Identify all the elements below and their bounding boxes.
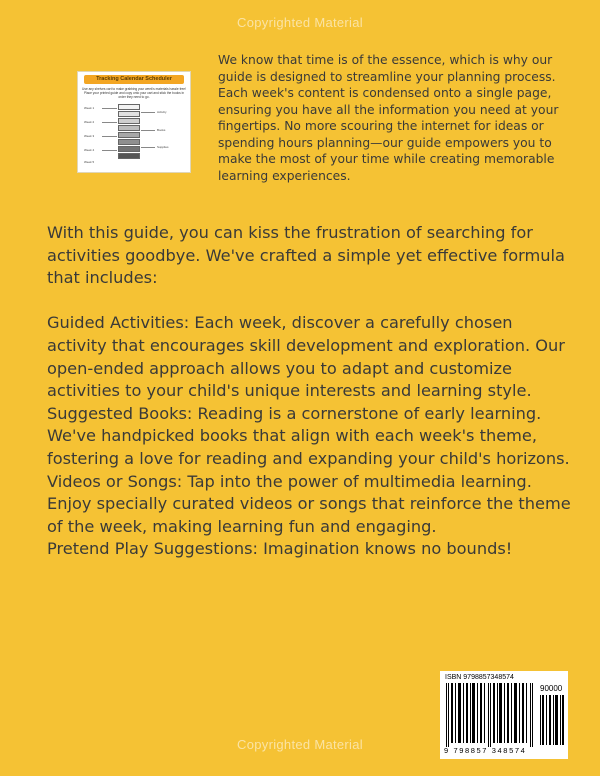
intro-paragraph: We know that time is of the essence, which is why our guide is designed to streamline your planning process. Each week's content is condensed onto a single page, ensuring you have all the information you need at your fingertips. No more scouring the internet for ideas or spending hours planning—our guide empowers you to make the most of your time while creating memorable learning experiences. xyxy=(218,53,559,183)
cart-illustration-image xyxy=(77,71,191,173)
illustration-label: Activity xyxy=(157,110,167,114)
feature-videos-songs: Videos or Songs: Tap into the power of multimedia learning. Enjoy specially curated videos or songs that reinforce the theme of the week, making learning fun and engaging. xyxy=(47,471,571,536)
feature-guided-activities: Guided Activities: Each week, discover a carefully chosen activity that encourages skill development and exploration. Our open-ended approach allows you to adapt and customize activities to your child's unique interests and learning style. xyxy=(47,313,565,401)
illustration-label: Week 2 xyxy=(84,120,95,124)
rolling-cart-graphic xyxy=(118,104,140,162)
illustration-title: Tracking Calendar Scheduler xyxy=(84,75,184,84)
main-body xyxy=(47,222,577,561)
illustration-label: Supplies xyxy=(157,145,169,149)
lead-paragraph: With this guide, you can kiss the frustration of searching for activities goodbye. We've crafted a simple yet effective formula that includes: xyxy=(47,223,565,288)
illustration-label: Books xyxy=(157,128,166,132)
illustration-label: Week 5 xyxy=(84,160,95,164)
feature-pretend-play: Pretend Play Suggestions: Imagination knows no bounds! xyxy=(47,539,513,559)
price-code: 90000 xyxy=(540,684,563,693)
watermark-bottom: Copyrighted Material xyxy=(237,737,363,752)
illustration-label: Week 4 xyxy=(84,148,95,152)
isbn-digits: 9 798857 348574 xyxy=(444,746,527,755)
isbn-label: ISBN 9798857348574 xyxy=(445,674,514,681)
feature-suggested-books: Suggested Books: Reading is a cornerstone of early learning. We've handpicked books that align with each week's theme, fostering a love for reading and expanding your child's horizons. xyxy=(47,403,570,468)
illustration-label: Week 1 xyxy=(84,106,95,110)
watermark-top: Copyrighted Material xyxy=(237,15,363,30)
illustration-note: Use any shelves cart to make grabbing your week's materials hassle free! Place your printed guide and copy onto your cart and stick the books in order they need to go. xyxy=(82,87,186,99)
illustration-label: Week 3 xyxy=(84,134,95,138)
